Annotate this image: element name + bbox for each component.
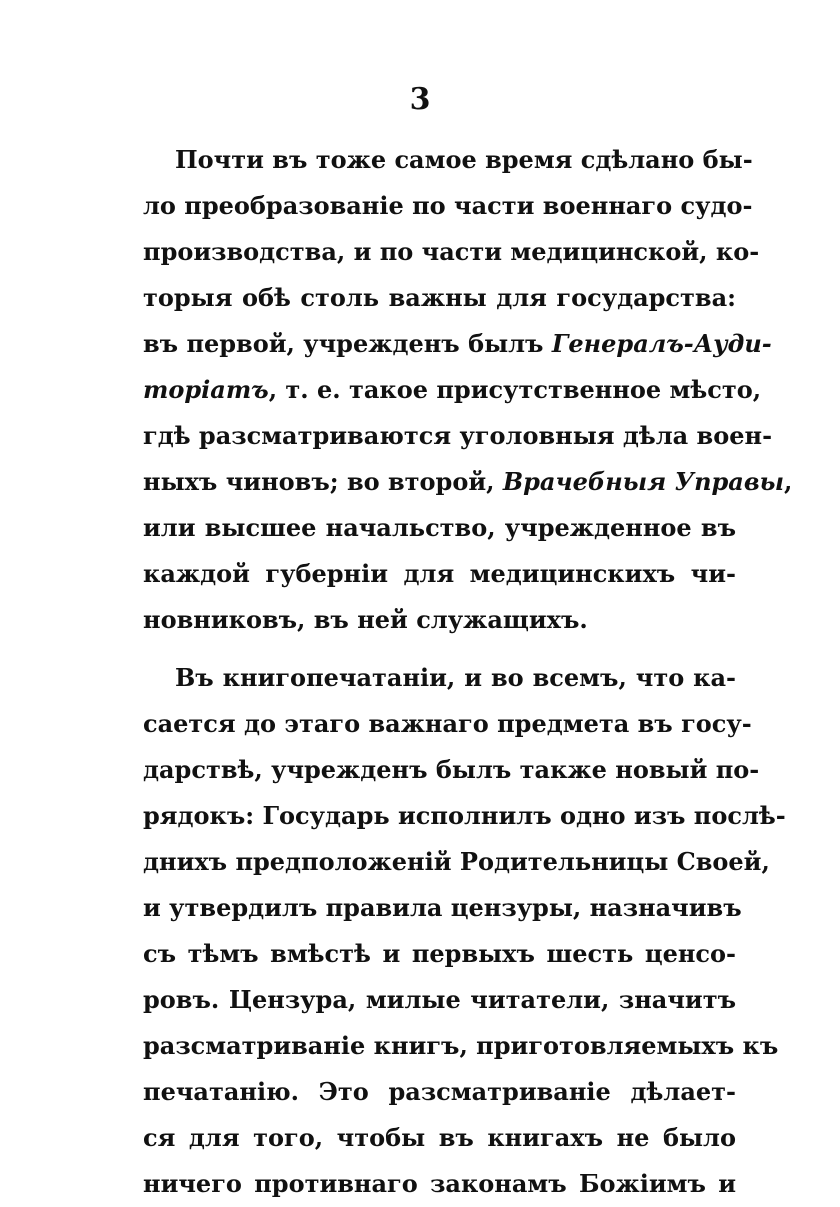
text-line: Въ книгопечатаніи, и во всемъ, что ка- (175, 663, 736, 692)
text-line: съ тѣмъ вмѣстѣ и первыхъ шесть ценсо- (143, 939, 736, 968)
text-line: производства, и по части медицинской, ко- (143, 237, 760, 266)
text-run: ныхъ чиновъ; во второй, (143, 467, 503, 496)
text-line: и утвердилъ правила цензуры, назначивъ (143, 893, 742, 922)
text-run: въ первой, учрежденъ былъ (143, 329, 552, 358)
paragraph-2 (143, 655, 786, 1207)
paragraph-gap (143, 643, 736, 655)
text-line: гдѣ разсматриваются уголовныя дѣла воен- (143, 421, 773, 450)
text-line (143, 459, 793, 505)
italic-term: Врачебныя Управы (502, 467, 785, 496)
body-text (143, 137, 793, 1207)
text-run: , т. е. такое присутственное мѣсто, (268, 375, 762, 404)
text-line: торыя обѣ столь важны для государства: (143, 283, 736, 312)
text-line: сается до этаго важнаго предмета въ госу- (143, 709, 752, 738)
text-line: или высшее начальство, учрежденное въ (143, 513, 736, 542)
text-line: дарствѣ, учрежденъ былъ также новый по- (143, 755, 760, 784)
text-line: ничего противнаго законамъ Божіимъ и (143, 1169, 736, 1198)
text-line: ся для того, чтобы въ книгахъ не было (143, 1123, 736, 1152)
text-line: Почти въ тоже самое время сдѣлано бы- (175, 145, 753, 174)
text-line: печатанію. Это разсматриваніе дѣлает- (143, 1077, 736, 1106)
text-line: каждой губерніи для медицинскихъ чи- (143, 559, 736, 588)
italic-term: Генералъ-Ауди- (551, 329, 772, 358)
page-number: 3 (409, 82, 431, 117)
text-run: , (784, 467, 793, 496)
text-line: разсматриваніе книгъ, приготовляемыхъ къ (143, 1031, 779, 1060)
text-line: ровъ. Цензура, милые читатели, значитъ (143, 985, 736, 1014)
paragraph-1 (143, 137, 793, 643)
text-line (143, 321, 772, 367)
text-line: днихъ предположеній Родительницы Своей, (143, 847, 770, 876)
text-line: новниковъ, въ ней служащихъ. (143, 605, 588, 634)
text-line: ло преобразованіе по части военнаго судо- (143, 191, 753, 220)
text-line: рядокъ: Государь исполнилъ одно изъ послѣ- (143, 801, 786, 830)
text-line (143, 367, 762, 413)
italic-term: торіатъ (143, 375, 269, 404)
